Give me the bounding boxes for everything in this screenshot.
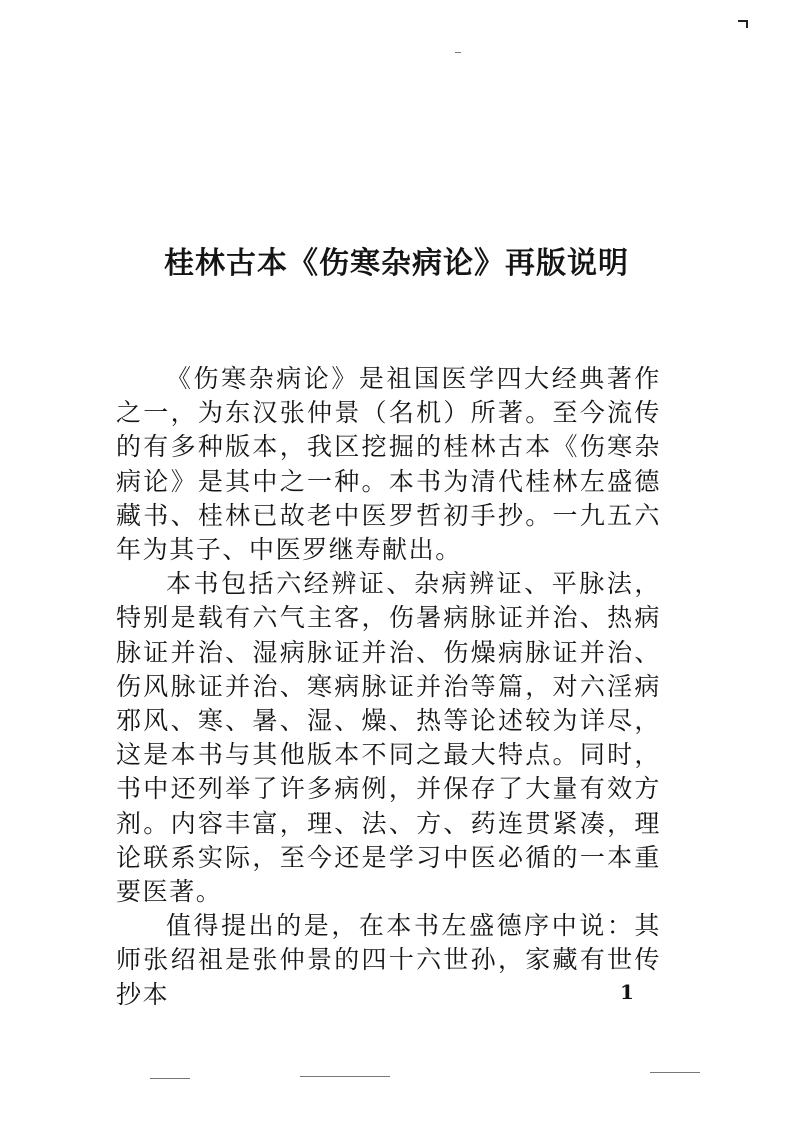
scan-artifact [455, 52, 461, 53]
body-text [116, 362, 661, 1012]
page-number: 1 [620, 980, 634, 1004]
scan-artifact [300, 1076, 390, 1077]
paragraph-1: 《伤寒杂病论》是祖国医学四大经典著作之一，为东汉张仲景（名机）所著。至今流传的有多种版本，我区挖掘的桂林古本《伤寒杂病论》是其中之一种。本书为清代桂林左盛德藏书、桂林已故老中医罗哲初手抄。一九五六年为其子、中医罗继寿献出。 [116, 364, 661, 565]
paragraph-2: 本书包括六经辨证、杂病辨证、平脉法，特别是载有六气主客，伤暑病脉证并治、热病脉证并治、湿病脉证并治、伤燥病脉证并治、伤风脉证并治、寒病脉证并治等篇，对六淫病邪风、寒、暑、湿、燥、热等论述较为详尽，这是本书与其他版本不同之最大特点。同时，书中还列举了许多病例，并保存了大量有效方剂。内容丰富，理、法、方、药连贯紧凑，理论联系实际，至今还是学习中医必循的一本重要医著。 [116, 569, 661, 907]
scan-corner-mark [738, 20, 748, 28]
page-title: 桂林古本《伤寒杂病论》再版说明 [164, 246, 629, 281]
scan-artifact [150, 1078, 190, 1079]
paragraph-3: 值得提出的是，在本书左盛德序中说：其师张绍祖是张仲景的四十六世孙，家藏有世传抄本 [116, 911, 661, 1009]
scan-artifact [650, 1072, 700, 1073]
